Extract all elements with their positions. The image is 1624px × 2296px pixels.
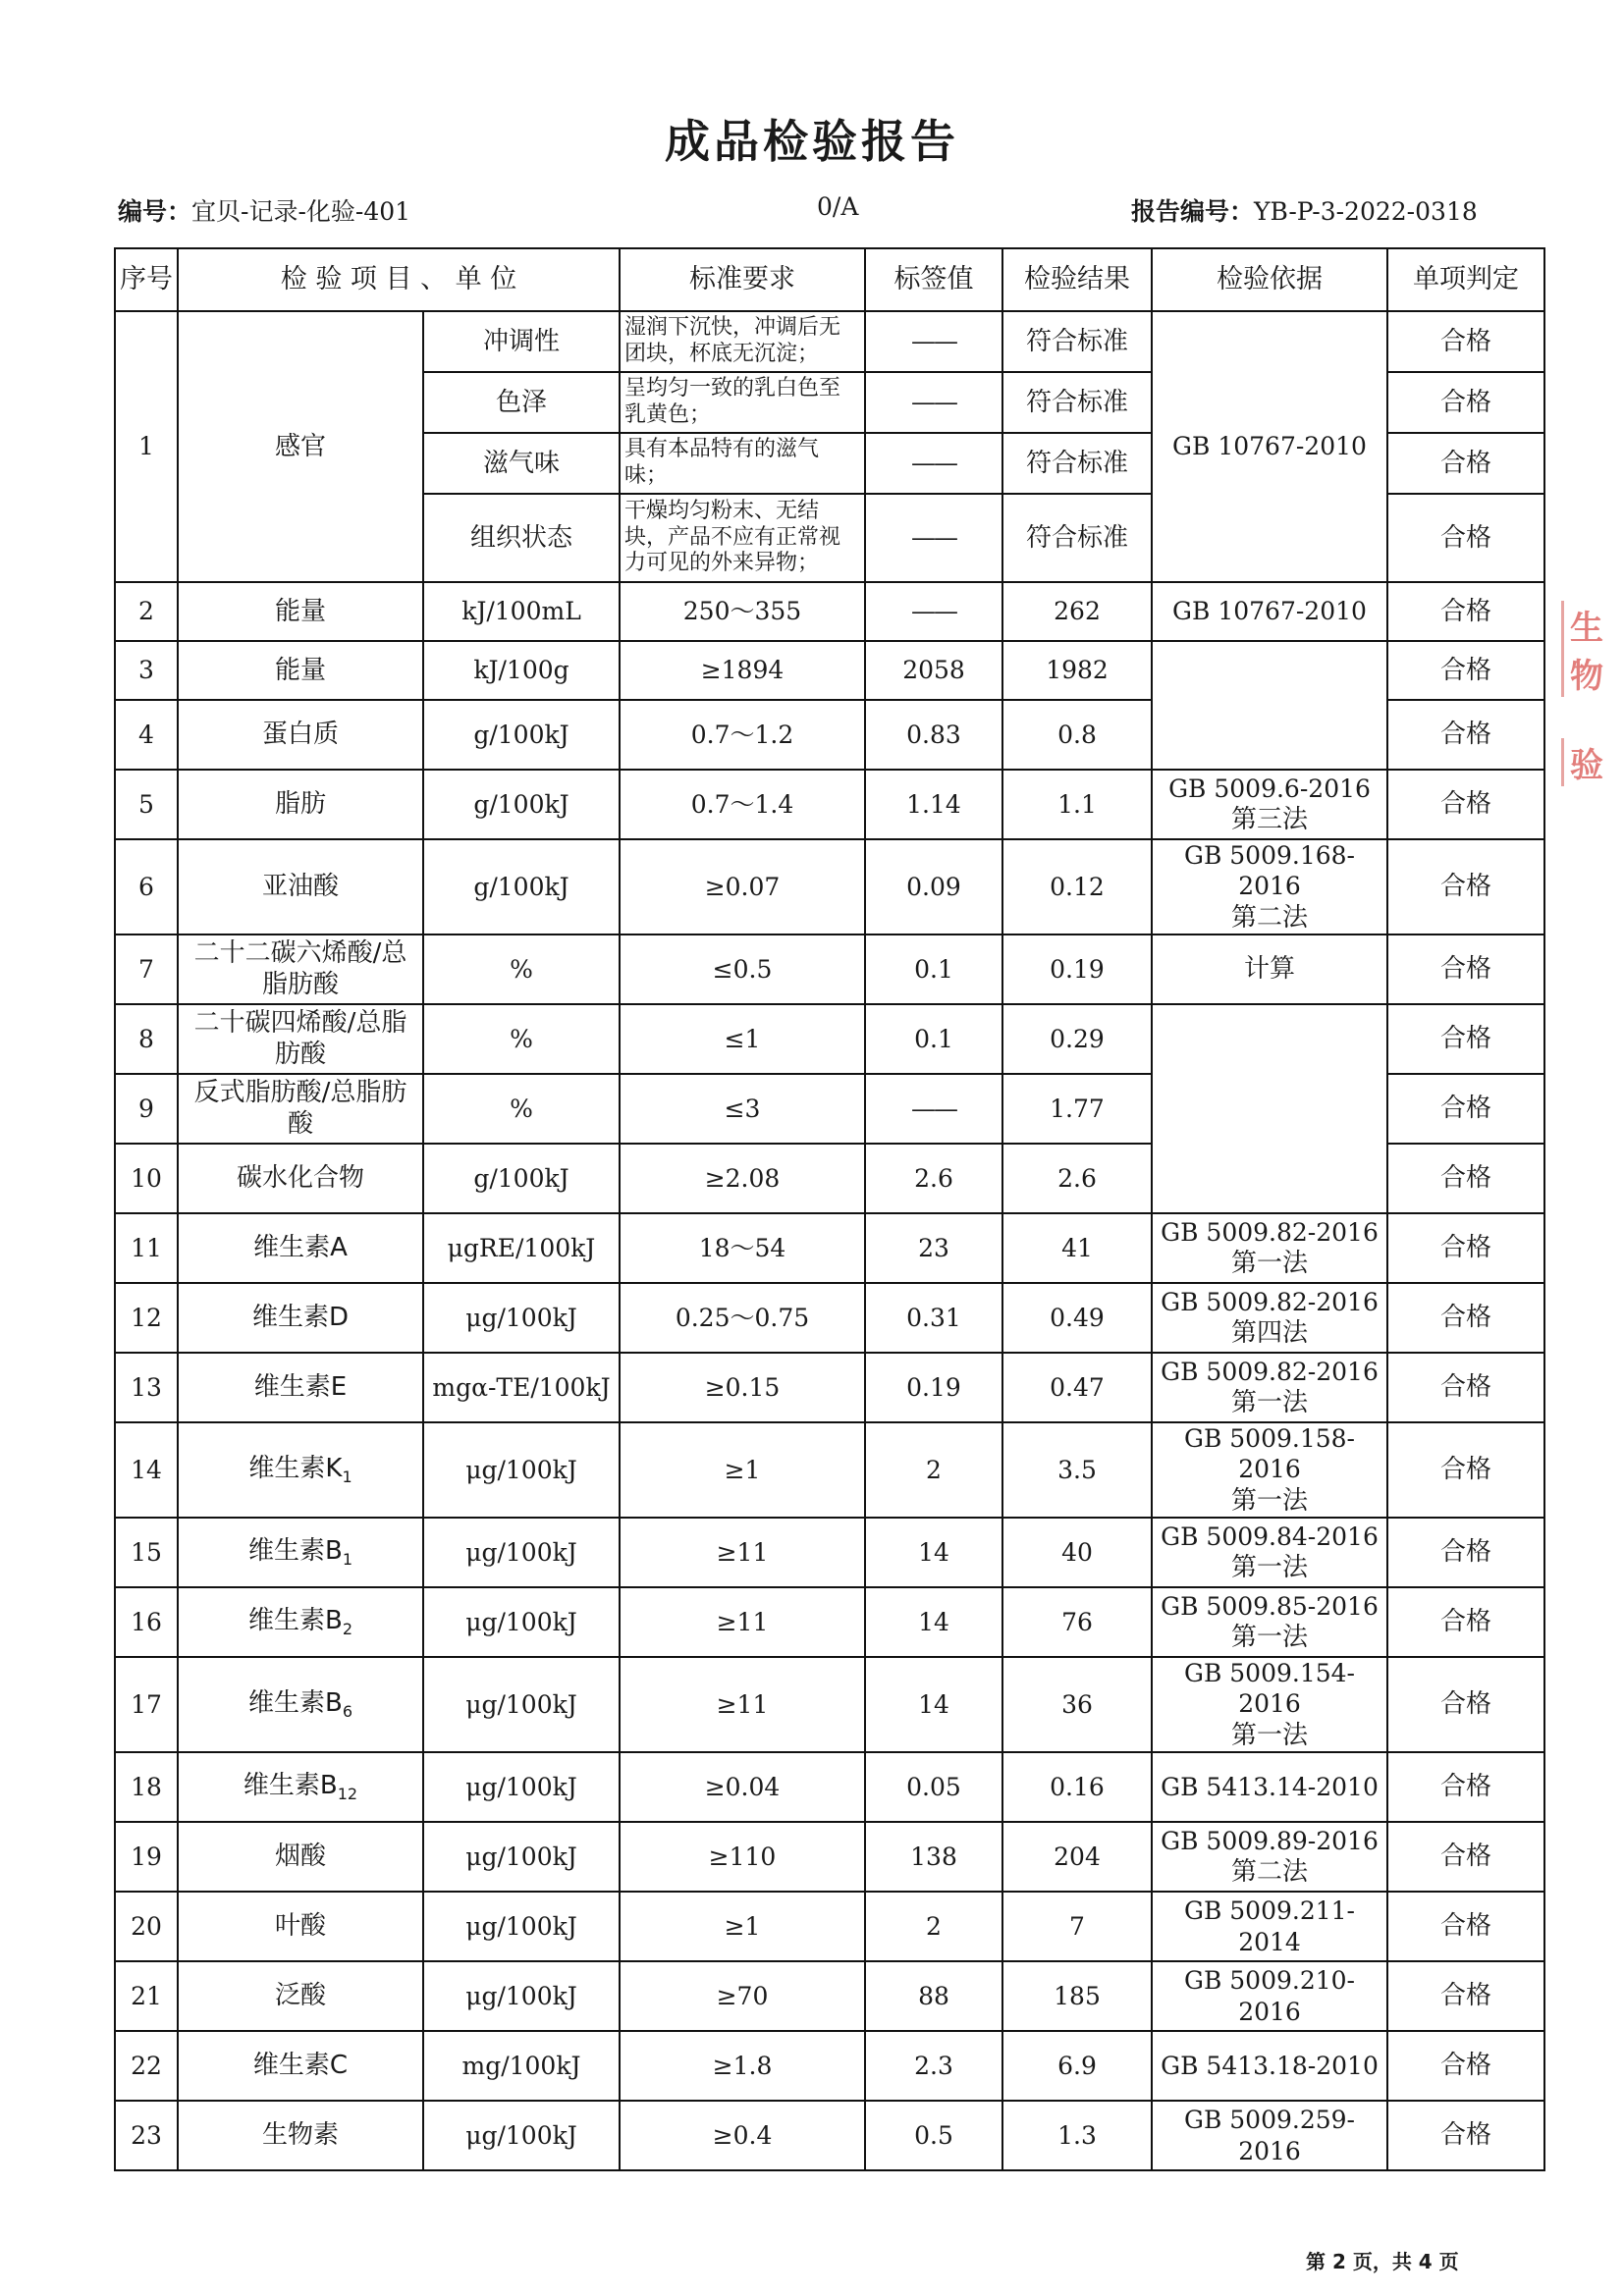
- sub-item: 滋气味: [423, 433, 620, 494]
- row-judge: 合格: [1387, 2101, 1544, 2170]
- table-row: [115, 2101, 1544, 2170]
- row-judge: 合格: [1387, 1283, 1544, 1353]
- row-label: ——: [865, 494, 1002, 582]
- red-stamp-mark: 生物: [1561, 601, 1624, 697]
- row-basis-standard: GB 5009.259-2016: [1183, 2106, 1356, 2165]
- row-std: ≥70: [620, 1961, 865, 2031]
- row-unit: mg/100kJ: [423, 2031, 620, 2101]
- row-basis-standard: GB 5009.82-2016: [1161, 1217, 1379, 1247]
- table-row: [115, 1892, 1544, 1961]
- row-result: 204: [1002, 1822, 1152, 1892]
- table-row: [115, 1422, 1544, 1518]
- row-basis-method: 第一法: [1230, 1720, 1308, 1750]
- row-judge: 合格: [1387, 641, 1544, 700]
- row-std: ≥1: [620, 1892, 865, 1961]
- row-std: ≥2.08: [620, 1144, 865, 1213]
- row-item: 亚油酸: [178, 839, 423, 934]
- row-basis: [1152, 934, 1387, 1004]
- row-unit: g/100kJ: [423, 700, 620, 770]
- row-basis-standard: GB 5009.89-2016: [1161, 1826, 1379, 1855]
- row-unit: kJ/100mL: [423, 582, 620, 641]
- row-item: [178, 1752, 423, 1822]
- row-label: 2.3: [865, 2031, 1002, 2101]
- row-judge: 合格: [1387, 494, 1544, 582]
- row-label: 0.1: [865, 934, 1002, 1004]
- row-std: ≥11: [620, 1518, 865, 1587]
- row-no: 12: [115, 1283, 178, 1353]
- row-std: ≥1894: [620, 641, 865, 700]
- record-code-label: 编号：: [118, 197, 192, 226]
- row-no: 14: [115, 1422, 178, 1518]
- table-row: [115, 1353, 1544, 1422]
- row-unit: μg/100kJ: [423, 1283, 620, 1353]
- row-unit: kJ/100g: [423, 641, 620, 700]
- row-no: 7: [115, 934, 178, 1004]
- row-std: ≥11: [620, 1657, 865, 1752]
- table-row: [115, 1961, 1544, 2031]
- table-row: [115, 1587, 1544, 1657]
- row-no: 8: [115, 1004, 178, 1074]
- row-no: 13: [115, 1353, 178, 1422]
- row-basis-standard: GB 10767-2010: [1172, 597, 1367, 626]
- row-unit: %: [423, 934, 620, 1004]
- row-label: 2.6: [865, 1144, 1002, 1213]
- header-std: 标准要求: [620, 248, 865, 311]
- row-result: 0.8: [1002, 700, 1152, 770]
- row-item-letter: B: [319, 1770, 338, 1800]
- row-no: 22: [115, 2031, 178, 2101]
- header-label: 标签值: [865, 248, 1002, 311]
- row-unit: μg/100kJ: [423, 1422, 620, 1518]
- row-judge: 合格: [1387, 2031, 1544, 2101]
- row-label: 0.5: [865, 2101, 1002, 2170]
- table-row: [115, 1752, 1544, 1822]
- row-result: 6.9: [1002, 2031, 1152, 2101]
- record-code-value: 宜贝-记录-化验-401: [191, 197, 411, 226]
- row-item: 维生素A: [178, 1213, 423, 1283]
- row-item-name: 维生素: [247, 1605, 325, 1635]
- row-std: 0.7～1.4: [620, 770, 865, 839]
- row-item-name: 维生素: [248, 1453, 326, 1483]
- row-item-letter: B: [324, 1605, 343, 1635]
- table-row: [115, 641, 1544, 700]
- row-no: 10: [115, 1144, 178, 1213]
- row-judge: 合格: [1387, 1422, 1544, 1518]
- row-std: ≥0.07: [620, 839, 865, 934]
- row-std: ≤1: [620, 1004, 865, 1074]
- sub-item: 组织状态: [423, 494, 620, 582]
- row-no: 20: [115, 1892, 178, 1961]
- row-item: 碳水化合物: [178, 1144, 423, 1213]
- row-result: 1.77: [1002, 1074, 1152, 1144]
- row-label: 0.05: [865, 1752, 1002, 1822]
- row-label: ——: [865, 311, 1002, 372]
- row-unit: g/100kJ: [423, 839, 620, 934]
- row-std: ≥1: [620, 1422, 865, 1518]
- row-result: 41: [1002, 1213, 1152, 1283]
- row-no: 11: [115, 1213, 178, 1283]
- row-basis: [1152, 2031, 1387, 2101]
- row-result: 符合标准: [1002, 433, 1152, 494]
- row-item: [178, 1422, 423, 1518]
- row-item-name: 维生素: [243, 1770, 320, 1800]
- row-std: 18～54: [620, 1213, 865, 1283]
- row-judge: 合格: [1387, 311, 1544, 372]
- header-judge: 单项判定: [1387, 248, 1544, 311]
- row-unit: %: [423, 1004, 620, 1074]
- row-basis-method: 第一法: [1230, 1387, 1308, 1417]
- row-no: 23: [115, 2101, 178, 2170]
- row-judge: 合格: [1387, 1144, 1544, 1213]
- row-label: 2: [865, 1892, 1002, 1961]
- row-result: 1.3: [1002, 2101, 1152, 2170]
- row-std: 0.7～1.2: [620, 700, 865, 770]
- table-row: [115, 2031, 1544, 2101]
- row-std: 250～355: [620, 582, 865, 641]
- row-no: 2: [115, 582, 178, 641]
- row-item-subscript: 6: [342, 1702, 353, 1722]
- row-judge: 合格: [1387, 839, 1544, 934]
- row-result: 0.49: [1002, 1283, 1152, 1353]
- row-no: 18: [115, 1752, 178, 1822]
- row-item: [178, 1518, 423, 1587]
- row-result: 0.12: [1002, 839, 1152, 934]
- row-basis-standard: GB 5009.158-2016: [1183, 1424, 1356, 1484]
- table-row: [115, 770, 1544, 839]
- row-item: 叶酸: [178, 1892, 423, 1961]
- row-unit: mgα-TE/100kJ: [423, 1353, 620, 1422]
- row-no: 5: [115, 770, 178, 839]
- row-judge: 合格: [1387, 1752, 1544, 1822]
- row-item: 能量: [178, 582, 423, 641]
- row-result: 0.16: [1002, 1752, 1152, 1822]
- row-label: 23: [865, 1213, 1002, 1283]
- row-result: 7: [1002, 1892, 1152, 1961]
- row-judge: 合格: [1387, 1353, 1544, 1422]
- row-result: 0.47: [1002, 1353, 1152, 1422]
- row-label: 14: [865, 1587, 1002, 1657]
- row-basis-standard: GB 5413.14-2010: [1161, 1772, 1379, 1801]
- row-unit: μg/100kJ: [423, 1752, 620, 1822]
- row-unit: μg/100kJ: [423, 1822, 620, 1892]
- row-judge: 合格: [1387, 372, 1544, 433]
- row-basis-method: 第二法: [1230, 902, 1308, 933]
- row-item-letter: B: [324, 1535, 343, 1566]
- row-result: 0.29: [1002, 1004, 1152, 1074]
- row-std: ≥0.4: [620, 2101, 865, 2170]
- row-basis-standard: GB 5009.84-2016: [1161, 1522, 1379, 1551]
- row-basis-method: 第四法: [1230, 1317, 1308, 1348]
- sub-item: 冲调性: [423, 311, 620, 372]
- row-result: 1.1: [1002, 770, 1152, 839]
- table-row: [115, 1518, 1544, 1587]
- row-basis-method: 第一法: [1230, 1552, 1308, 1582]
- row-label: 0.19: [865, 1353, 1002, 1422]
- row-no: 9: [115, 1074, 178, 1144]
- row-basis: [1152, 1518, 1387, 1587]
- row-no: 21: [115, 1961, 178, 2031]
- row-basis-standard: GB 5009.168-2016: [1183, 841, 1356, 901]
- row-item: 维生素E: [178, 1353, 423, 1422]
- row-std: 具有本品特有的滋气味；: [620, 433, 865, 494]
- row-no: 15: [115, 1518, 178, 1587]
- row-item: 脂肪: [178, 770, 423, 839]
- row-basis-method: 第一法: [1230, 1485, 1308, 1516]
- table-row: [115, 1283, 1544, 1353]
- row-basis: [1152, 1004, 1387, 1213]
- row-basis-method: 第一法: [1230, 1622, 1308, 1652]
- row-label: 14: [865, 1518, 1002, 1587]
- row-std: 0.25～0.75: [620, 1283, 865, 1353]
- row-basis: [1152, 2101, 1387, 2170]
- row-judge: 合格: [1387, 1074, 1544, 1144]
- version-code: 0/A: [817, 192, 859, 221]
- row-basis: [1152, 1422, 1387, 1518]
- row-result: 2.6: [1002, 1144, 1152, 1213]
- row-label: 14: [865, 1657, 1002, 1752]
- row-item: 泛酸: [178, 1961, 423, 2031]
- row-no: 1: [115, 311, 178, 582]
- report-title: 成品检验报告: [665, 115, 959, 168]
- header-row: [115, 248, 1544, 311]
- row-basis: [1152, 1213, 1387, 1283]
- row-unit: μg/100kJ: [423, 1961, 620, 2031]
- row-label: 0.31: [865, 1283, 1002, 1353]
- row-item: 反式脂肪酸/总脂肪酸: [178, 1074, 423, 1144]
- row-std: ≥11: [620, 1587, 865, 1657]
- inspection-table: [114, 247, 1545, 2171]
- row-unit: %: [423, 1074, 620, 1144]
- table-row: [115, 934, 1544, 1004]
- row-no: 4: [115, 700, 178, 770]
- row-basis: [1152, 1892, 1387, 1961]
- row-no: 3: [115, 641, 178, 700]
- row-item-subscript: 1: [342, 1550, 353, 1570]
- row-label: 138: [865, 1822, 1002, 1892]
- row-label: 0.09: [865, 839, 1002, 934]
- header-basis: 检验依据: [1152, 248, 1387, 311]
- row-no: 17: [115, 1657, 178, 1752]
- row-no: 6: [115, 839, 178, 934]
- row-basis-standard: GB 5009.82-2016: [1161, 1287, 1379, 1316]
- row-item-subscript: 1: [342, 1468, 352, 1487]
- row-basis-standard: GB 5413.18-2010: [1161, 2051, 1379, 2080]
- row-judge: 合格: [1387, 1822, 1544, 1892]
- row-std: ≥1.8: [620, 2031, 865, 2101]
- table-row: [115, 1004, 1544, 1074]
- row-std: ≥0.04: [620, 1752, 865, 1822]
- row-item: 能量: [178, 641, 423, 700]
- row-basis-method: 第二法: [1230, 1856, 1308, 1887]
- row-basis: [1152, 1961, 1387, 2031]
- row-result: 36: [1002, 1657, 1152, 1752]
- row-unit: μgRE/100kJ: [423, 1213, 620, 1283]
- row-item: 生物素: [178, 2101, 423, 2170]
- row-item: 感官: [178, 311, 423, 582]
- row-result: 符合标准: [1002, 494, 1152, 582]
- row-label: 2058: [865, 641, 1002, 700]
- row-basis: [1152, 1822, 1387, 1892]
- row-judge: 合格: [1387, 1518, 1544, 1587]
- row-item-name: 维生素: [247, 1687, 325, 1718]
- header-no: 序号: [115, 248, 178, 311]
- table-row: [115, 839, 1544, 934]
- header-result: 检验结果: [1002, 248, 1152, 311]
- row-basis-standard: GB 5009.6-2016: [1168, 774, 1371, 803]
- row-label: ——: [865, 582, 1002, 641]
- row-item-letter: B: [324, 1687, 343, 1718]
- row-basis-method: 第三法: [1230, 804, 1308, 834]
- row-std: 湿润下沉快，冲调后无团块，杯底无沉淀；: [620, 311, 865, 372]
- row-label: 0.83: [865, 700, 1002, 770]
- row-unit: g/100kJ: [423, 770, 620, 839]
- row-item: 二十碳四烯酸/总脂肪酸: [178, 1004, 423, 1074]
- row-result: 符合标准: [1002, 372, 1152, 433]
- row-item-letter: K: [325, 1453, 343, 1483]
- row-unit: μg/100kJ: [423, 1518, 620, 1587]
- row-judge: 合格: [1387, 582, 1544, 641]
- row-std: 干燥均匀粉末、无结块，产品不应有正常视力可见的外来异物；: [620, 494, 865, 582]
- row-basis-method: 第一法: [1230, 1248, 1308, 1278]
- row-label: 1.14: [865, 770, 1002, 839]
- row-unit: μg/100kJ: [423, 1657, 620, 1752]
- row-basis: [1152, 770, 1387, 839]
- row-basis-standard: GB 5009.154-2016: [1183, 1659, 1356, 1719]
- row-judge: 合格: [1387, 770, 1544, 839]
- row-judge: 合格: [1387, 1213, 1544, 1283]
- row-basis-standard: 计算: [1243, 954, 1295, 985]
- row-judge: 合格: [1387, 1961, 1544, 2031]
- row-item: [178, 1587, 423, 1657]
- row-basis: [1152, 1587, 1387, 1657]
- row-result: 262: [1002, 582, 1152, 641]
- table-row: [115, 1657, 1544, 1752]
- page-number: 第 2 页，共 4 页: [1306, 2250, 1459, 2273]
- row-basis-standard: GB 5009.211-2014: [1183, 1896, 1356, 1956]
- table-row: [115, 1822, 1544, 1892]
- row-unit: μg/100kJ: [423, 1892, 620, 1961]
- row-item-subscript: 12: [337, 1785, 358, 1804]
- row-item-name: 维生素: [247, 1535, 325, 1566]
- row-basis-standard: GB 5009.210-2016: [1183, 1966, 1356, 2026]
- row-basis: [1152, 839, 1387, 934]
- row-result: 76: [1002, 1587, 1152, 1657]
- row-basis: [1152, 582, 1387, 641]
- row-basis: [1152, 1657, 1387, 1752]
- record-code: [118, 192, 410, 228]
- row-label: 0.1: [865, 1004, 1002, 1074]
- red-stamp-mark: 验: [1561, 738, 1624, 786]
- row-result: 0.19: [1002, 934, 1152, 1004]
- row-judge: 合格: [1387, 700, 1544, 770]
- row-label: ——: [865, 1074, 1002, 1144]
- row-judge: 合格: [1387, 1657, 1544, 1752]
- row-label: ——: [865, 433, 1002, 494]
- row-judge: 合格: [1387, 1004, 1544, 1074]
- row-std: ≤0.5: [620, 934, 865, 1004]
- row-basis-standard: GB 5009.85-2016: [1161, 1591, 1379, 1621]
- row-item-subscript: 2: [342, 1620, 353, 1639]
- row-item: [178, 1657, 423, 1752]
- row-std: ≥0.15: [620, 1353, 865, 1422]
- row-std: 呈均匀一致的乳白色至乳黄色；: [620, 372, 865, 433]
- row-result: 3.5: [1002, 1422, 1152, 1518]
- row-std: ≤3: [620, 1074, 865, 1144]
- row-no: 16: [115, 1587, 178, 1657]
- table-row: [115, 311, 1544, 372]
- row-basis: [1152, 641, 1387, 770]
- row-unit: μg/100kJ: [423, 1587, 620, 1657]
- row-unit: μg/100kJ: [423, 2101, 620, 2170]
- table-body: [115, 311, 1544, 2170]
- row-label: 2: [865, 1422, 1002, 1518]
- report-number: [1131, 192, 1478, 228]
- row-item: 维生素C: [178, 2031, 423, 2101]
- table-row: [115, 1213, 1544, 1283]
- row-label: 88: [865, 1961, 1002, 2031]
- row-std: ≥110: [620, 1822, 865, 1892]
- header-item: 检 验 项 目 、 单 位: [178, 248, 620, 311]
- row-basis: GB 10767-2010: [1152, 311, 1387, 582]
- row-result: 符合标准: [1002, 311, 1152, 372]
- sub-item: 色泽: [423, 372, 620, 433]
- row-no: 19: [115, 1822, 178, 1892]
- row-judge: 合格: [1387, 1587, 1544, 1657]
- row-item: 烟酸: [178, 1822, 423, 1892]
- report-number-label: 报告编号：: [1131, 197, 1255, 226]
- row-label: ——: [865, 372, 1002, 433]
- row-basis: [1152, 1353, 1387, 1422]
- row-result: 185: [1002, 1961, 1152, 2031]
- row-item: 蛋白质: [178, 700, 423, 770]
- row-item: 维生素D: [178, 1283, 423, 1353]
- row-judge: 合格: [1387, 934, 1544, 1004]
- row-judge: 合格: [1387, 433, 1544, 494]
- row-unit: g/100kJ: [423, 1144, 620, 1213]
- row-basis-standard: GB 5009.82-2016: [1161, 1357, 1379, 1386]
- row-basis: [1152, 1752, 1387, 1822]
- report-number-value: YB-P-3-2022-0318: [1254, 197, 1478, 226]
- row-basis: [1152, 1283, 1387, 1353]
- table-row: [115, 582, 1544, 641]
- row-item: 二十二碳六烯酸/总脂肪酸: [178, 934, 423, 1004]
- row-result: 40: [1002, 1518, 1152, 1587]
- row-result: 1982: [1002, 641, 1152, 700]
- row-judge: 合格: [1387, 1892, 1544, 1961]
